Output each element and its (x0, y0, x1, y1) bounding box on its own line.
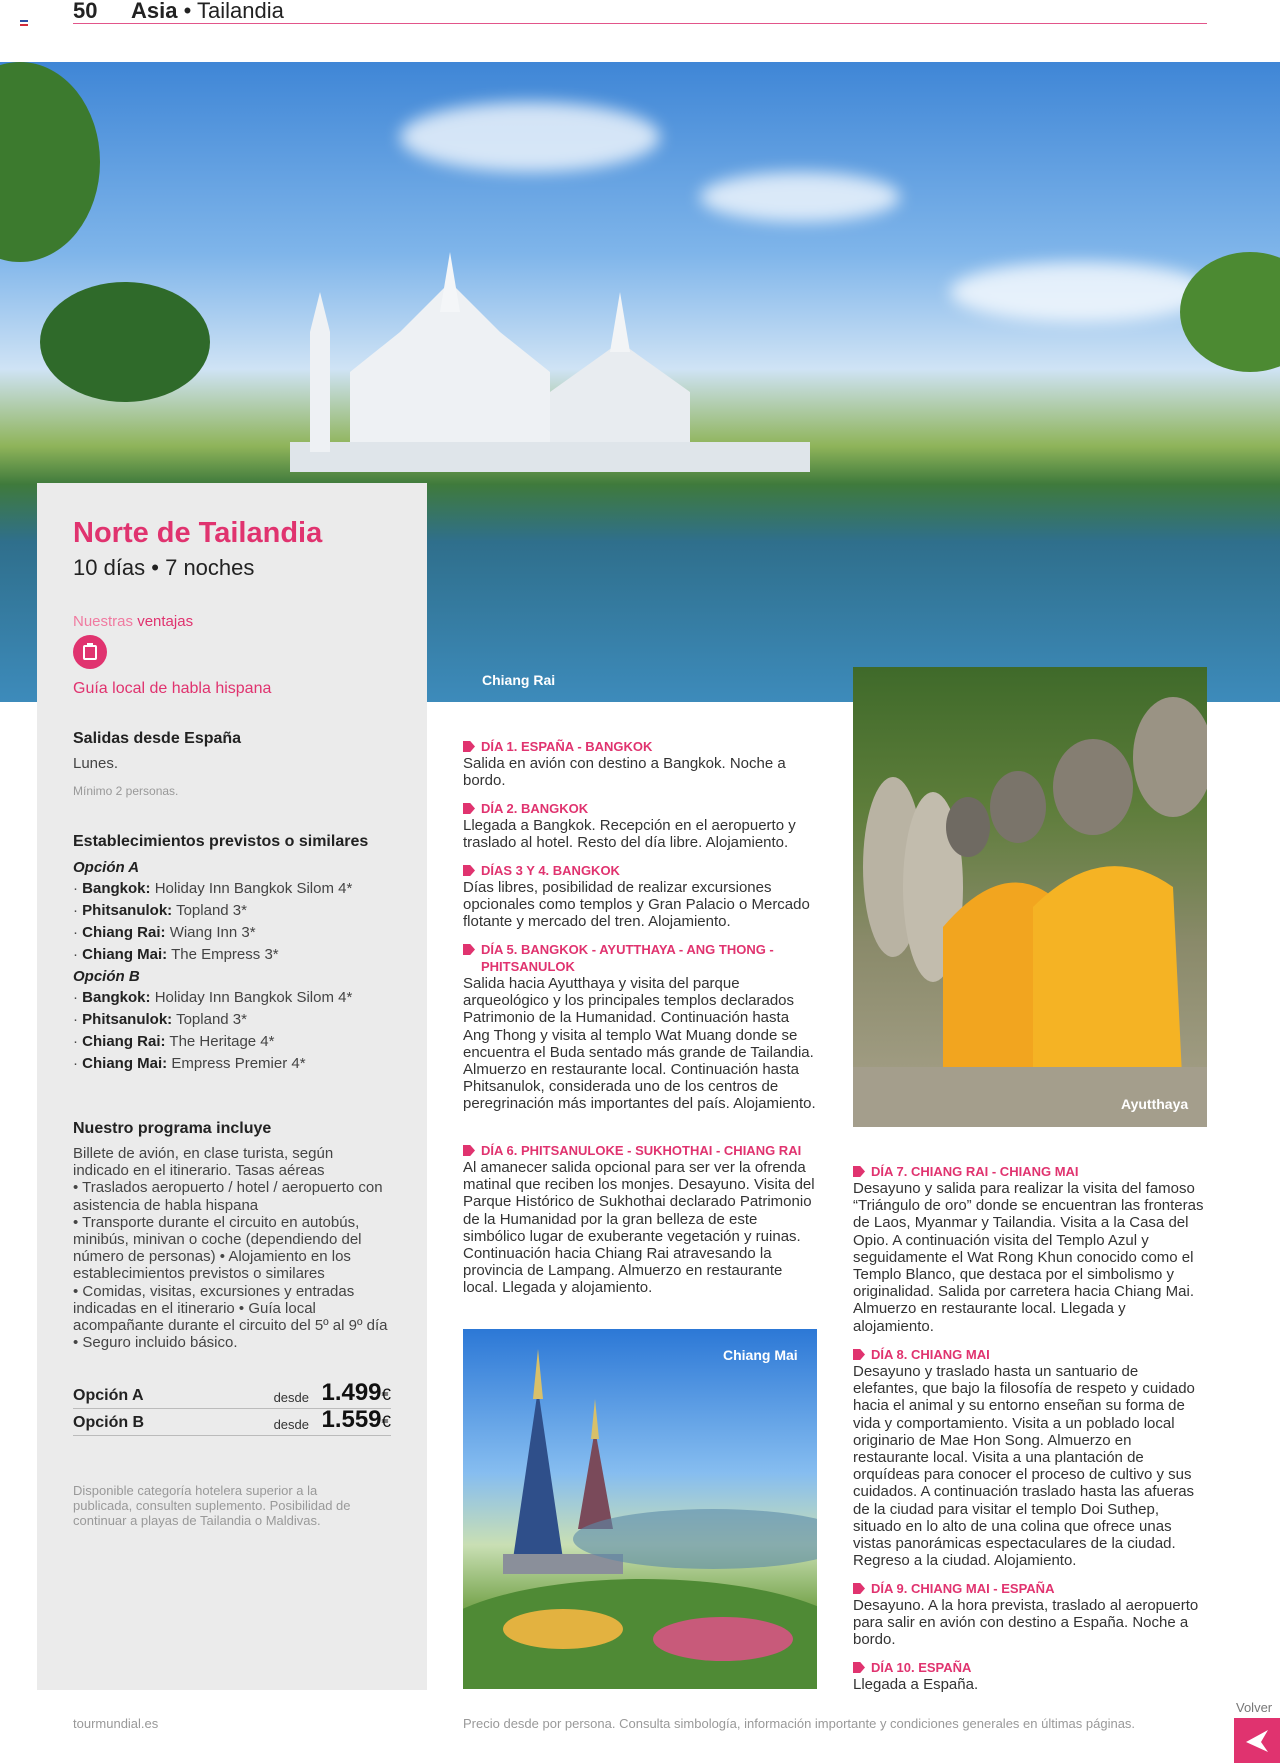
white-temple-illustration (290, 252, 810, 472)
day-text: Días libres, posibilidad de realizar excursiones opcionales como templos y Gran Palacio o Mercado flotante y mercado del tren. Alojamiento. (463, 879, 810, 931)
day-title: DÍA 10. ESPAÑA (853, 1659, 1207, 1676)
footer-disclaimer: Precio desde por persona. Consulta simbología, información importante y condiciones generales en últimas páginas. (463, 1716, 1136, 1731)
hotels-heading: Establecimientos previstos o similares (73, 833, 369, 850)
day-title: DÍA 5. BANGKOK - AYUTTHAYA - ANG THONG - PHITSANULOK (463, 941, 817, 975)
includes-heading: Nuestro programa incluye (73, 1120, 272, 1137)
day-title: DÍA 9. CHIANG MAI - ESPAÑA (853, 1580, 1207, 1597)
itinerary-day (853, 1346, 1207, 1569)
hotel-line: · Chiang Rai: Wiang Inn 3* (73, 924, 256, 941)
day-text: Salida hacia Ayutthaya y visita del parque arqueológico y los principales templos declarados Patrimonio de la Humanidad. Continuación hasta Ang Thong y visita al templo Wat Muang donde se encuentra el Buda sentado más grande de Tailandia. Almuerzo en restaurante local. Continuación hasta Phitsanulok, considerada uno de los centros de peregrinación más importantes del país. Alojamiento. (463, 975, 816, 1113)
pagoda-illustration (463, 1329, 817, 1689)
day-text: Salida en avión con destino a Bangkok. Noche a bordo. (463, 755, 786, 790)
day-text: Desayuno y traslado hasta un santuario de elefantes, que bajo la filosofía de respeto y cuidado hacia el animal y su entorno enseñan su forma de vida y comportamiento. Visita a un poblado local originario de Mae Hon Song. Almuerzo en restaurante local. Visita a una plantación de orquídeas para conocer el proceso de cultivo y sus cuidados. A continuación traslado hasta las afueras de la ciudad para visitar el templo Doi Suthep, situado en lo alto de una colina que ofrece unas vistas panorámicas espectaculares de la ciudad. Regreso a la ciudad. Alojamiento. (853, 1363, 1195, 1570)
day-title: DÍA 8. CHIANG MAI (853, 1346, 1207, 1363)
hotel-line: · Chiang Rai: The Heritage 4* (73, 1033, 275, 1050)
itinerary-day (853, 1659, 1207, 1693)
price-label: Opción B (73, 1414, 145, 1431)
hotel-line: · Bangkok: Holiday Inn Bangkok Silom 4* (73, 989, 353, 1006)
price-amount: 1.499€ (321, 1379, 391, 1406)
advantages-prefix: Nuestras (73, 613, 134, 630)
departures-days: Lunes. (73, 755, 119, 772)
itinerary-day (463, 800, 817, 851)
advantages-heading (73, 613, 193, 630)
advantages-bold: ventajas (137, 613, 194, 630)
trip-summary-panel (37, 483, 427, 1690)
country-name: Tailandia (197, 0, 284, 23)
price-from: desde (273, 1390, 309, 1405)
option-b-label: Opción B (73, 968, 140, 985)
buddha-row-illustration (853, 667, 1207, 1127)
option-a-label: Opción A (73, 859, 140, 876)
page-header (73, 0, 1207, 24)
price-label: Opción A (73, 1387, 144, 1404)
trip-duration: 10 días • 7 noches (73, 555, 255, 580)
itinerary-day (463, 941, 817, 1113)
flag-icon (20, 20, 28, 26)
trip-title: Norte de Tailandia (73, 517, 323, 549)
photo-chiang-mai-pagodas (463, 1329, 817, 1689)
website-link[interactable]: tourmundial.es (73, 1716, 159, 1731)
region-name: Asia (131, 0, 178, 23)
itinerary-day (463, 738, 817, 789)
departures-heading: Salidas desde España (73, 730, 242, 747)
day-text: Llegada a Bangkok. Recepción en el aeropuerto y traslado al hotel. Resto del día libre. Alojamiento. (463, 817, 796, 852)
itinerary-day (463, 1142, 817, 1297)
day-title: DÍA 2. BANGKOK (463, 800, 817, 817)
day-text: Llegada a España. (853, 1676, 979, 1693)
photo-ayutthaya-buddhas (853, 667, 1207, 1127)
hotel-line: · Bangkok: Holiday Inn Bangkok Silom 4* (73, 880, 353, 897)
day-text: Al amanecer salida opcional para ser ver la ofrenda matinal que reciben los monjes. Desayuno. Visita del Parque Histórico de Sukhothai declarado Patrimonio de la Humanidad por la gran belleza de este simbólico lugar de exuberante vegetación y ruinas. Continuación hacia Chiang Rai atravesando la provincia de Lampang. Almuerzo en restaurante local. Llegada y alojamiento. (463, 1159, 815, 1297)
day-text: Desayuno y salida para realizar la visita del famoso “Triángulo de oro” donde se encuentran las fronteras de Laos, Myanmar y Tailandia. Visita a la Casa del Opio. A continuación visita del Templo Azul y seguidamente el Wat Rong Khun conocido como el Templo Blanco, que destaca por el simbolismo y originalidad. Salida por carretera hacia Chiang Mai. Almuerzo en restaurante local. Llegada y alojamiento. (853, 1180, 1204, 1335)
hero-caption: Chiang Rai (482, 672, 556, 688)
back-arrow-icon (1234, 1718, 1280, 1763)
itinerary-day (463, 862, 817, 931)
day-title: DÍA 7. CHIANG RAI - CHIANG MAI (853, 1163, 1207, 1180)
page-number: 50 (73, 0, 98, 23)
day-title: DÍA 1. ESPAÑA - BANGKOK (463, 738, 817, 755)
availability-note: Disponible categoría hotelera superior a la publicada, consulten suplemento. Posibilidad de continuar a playas de Tailandia o Maldivas. (73, 1483, 351, 1528)
itinerary-day (853, 1580, 1207, 1649)
photo-caption: Chiang Mai (723, 1347, 798, 1363)
region-separator: • (177, 0, 198, 23)
itinerary-day (853, 1163, 1207, 1335)
back-label: Volver (1236, 1700, 1273, 1715)
minimum-people: Mínimo 2 personas. (73, 784, 179, 798)
price-row-option-b (73, 1406, 391, 1436)
hotel-line: · Chiang Mai: Empress Premier 4* (73, 1055, 306, 1072)
price-from: desde (273, 1417, 309, 1432)
day-text: Desayuno. A la hora prevista, traslado al aeropuerto para salir en avión con destino a España. Noche a bordo. (853, 1597, 1199, 1649)
day-title: DÍAS 3 Y 4. BANGKOK (463, 862, 817, 879)
price-amount: 1.559€ (321, 1406, 391, 1433)
hotel-line: · Phitsanulok: Topland 3* (73, 902, 247, 919)
photo-caption: Ayutthaya (1121, 1096, 1189, 1112)
guide-icon (73, 635, 107, 669)
hotel-line: · Phitsanulok: Topland 3* (73, 1011, 247, 1028)
hotel-line: · Chiang Mai: The Empress 3* (73, 946, 279, 963)
page-region (131, 0, 284, 24)
back-button[interactable] (1234, 1718, 1280, 1763)
includes-text: Billete de avión, en clase turista, según indicado en el itinerario. Tasas aéreas • Traslados aeropuerto / hotel / aeropuerto con asistencia de habla hispana • Transporte durante el circuito en autobús, minibús, minivan o coche (dependiendo del número de personas) • Alojamiento en los establecimientos previstos o similares • Comidas, visitas, excursiones y entradas indicadas en el itinerario • Guía local acompañante durante el circuito del 5º al 9º día • Seguro incluido básico. (73, 1145, 388, 1352)
day-title: DÍA 6. PHITSANULOKE - SUKHOTHAI - CHIANG RAI (463, 1142, 817, 1159)
guide-label: Guía local de habla hispana (73, 680, 272, 697)
hotels-list (73, 859, 352, 1077)
